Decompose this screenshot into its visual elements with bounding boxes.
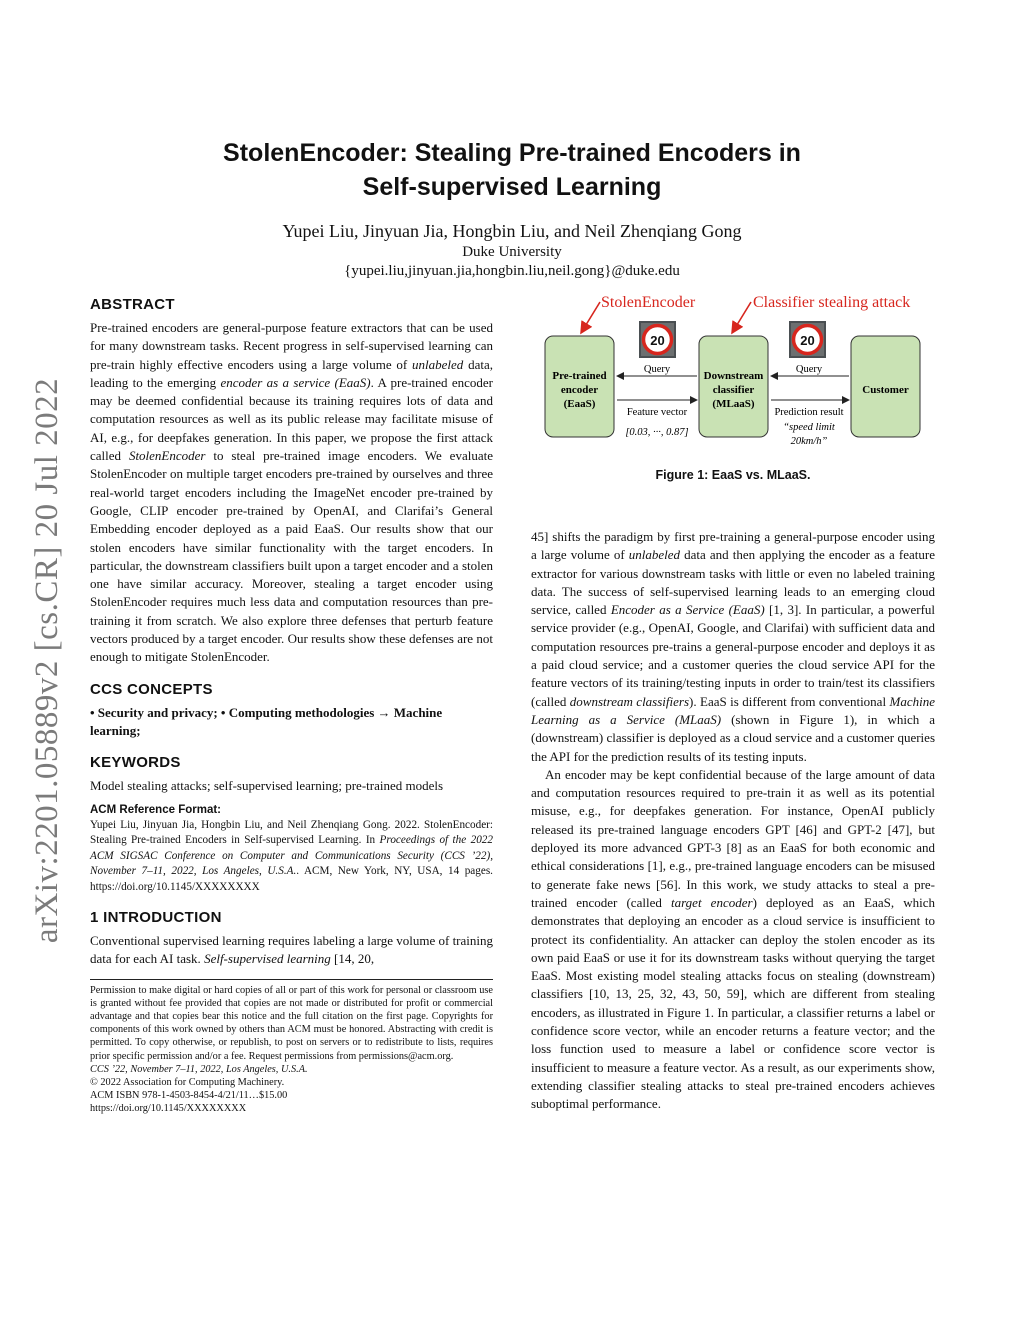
conference-line: CCS ’22, November 7–11, 2022, Los Angeles, U.S.A. <box>90 1063 308 1075</box>
keywords-heading: KEYWORDS <box>90 754 181 772</box>
abstract-heading: ABSTRACT <box>90 296 175 313</box>
speed-limit-image-1 <box>639 321 676 358</box>
query-label-2: Query <box>795 364 823 375</box>
title-line-1: StolenEncoder: Stealing Pre-trained Encoders in <box>223 139 801 167</box>
isbn-line: ACM ISBN 978-1-4503-8454-4/21/11…$15.00 <box>90 1090 288 1102</box>
encoder-box-l3: (EaaS) <box>563 398 596 410</box>
customer-label: Customer <box>862 384 909 396</box>
right-paragraph-1: 45] shifts the paradigm by first pre-training a general-purpose encoder using a large volume of unlabeled data and then applying the encoder as a feature extractor for various downstream tasks with little or even no labeled training data. The success of self-supervised learning leads to an emerging cloud service, called Encoder as a Service (EaaS) [1, 3]. In particular, a powerful service provider (e.g., OpenAI, Google, and Clarifai) with sufficient data and computation resources pre-trains a general-purpose encoder and deploys it as a paid cloud service; and a customer queries the cloud service API for the feature vectors of its training/testing inputs in order to train/test its classifiers (called downstream classifiers). EaaS is different from conventional Machine Learning as a Service (MLaaS) (shown in Figure 1), in which a (downstream) classifier is deployed as a cloud service and a customer queries the API for the prediction results of its testing inputs. <box>531 529 936 764</box>
right-paragraph-2: An encoder may be kept confidential because of the large amount of data and computation resources required to pre-train it as well as its potential misuse, e.g., for deepfakes generation. For instance, OpenAI publicly released its pre-trained language encoders GPT [46] and GPT-2 [47], but deployed its more advanced GPT-3 [8] as an EaaS for both economic and ethical considerations [1], e.g., pre-trained language encoders can be misused to generate fake news [56]. In this work, we study attacks to steal a pre-trained encoder (called target encoder) deployed as an EaaS, which demonstrates that deploying an encoder as a cloud service is insufficient to protect its confidentiality. An attacker can deploy the stolen encoder as its own paid EaaS or use it for its downstream tasks without querying the target EaaS. Most existing model stealing attacks focus on stealing (downstream) classifiers [10, 13, 25, 32, 43, 50, 59], which are different from stealing encoders, as illustrated in Figure 1. In particular, a classifier returns a label or confidence score vector, while an encoder returns a feature vector; and the loss function used to measure a label or confidence score vector is insufficient to measure a feature vector. As a result, as our experiments show, extending classifier stealing attacks to steal pre-trained encoders achieves suboptimal performance. <box>531 766 935 1112</box>
query-label-1: Query <box>643 364 671 375</box>
permission-text: Permission to make digital or hard copies of all or part of this work for personal or classroom use is granted without fee provided that copies are not made or distributed for profit or commercial advantage and that copies bear this notice and the full citation on the first page. Copyrights for components of this work owned by others than ACM must be honored. Abstracting with credit is permitted. To copy otherwise, or republish, to post on servers or to redistribute to lists, requires prior specific permission and/or a fee. Request permissions from permissions@acm.org. <box>90 984 493 1062</box>
feature-vector-values: [0.03, ···, 0.87] <box>625 427 689 438</box>
abstract-text: Pre-trained encoders are general-purpose feature extractors that can be used for many downstream tasks. Recent progress in self-supervised learning can pre-train highly effective encoders using a large volume of unlabeled data, leading to the emerging encoder as a service (EaaS). A pre-trained encoder may be deemed confidential because its training requires lots of data and computation resources as well as its public release may facilitate misuse of AI, e.g., for deepfakes generation. In this paper, we propose the first attack called StolenEncoder to steal pre-trained image encoders. We evaluate StolenEncoder on multiple target encoders pre-trained by ourselves and three real-world target encoders including the ImageNet encoder pre-trained by Google, CLIP encoder pre-trained by OpenAI, and Clarifai’s General Embedding encoder deployed as a paid EaaS. Our results show that our stolen encoders have similar functionality with the target encoders. In particular, the downstream classifiers built upon a target encoder and a stolen one have similar accuracy. Moreover, stealing a target encoder using StolenEncoder requires much less data and computation resources than pre-training it from scratch. We also explore three defenses that perturb feature vectors produced by a target encoder. Our results show these defenses are not enough to mitigate StolenEncoder. <box>90 320 493 665</box>
feature-vector-label: Feature vector <box>626 407 688 418</box>
classifier-arrow <box>732 302 751 333</box>
paper-title <box>150 136 874 204</box>
classifier-box-l1: Downstream <box>703 370 764 382</box>
intro-text: Conventional supervised learning requires labeling a large volume of training data for each AI task. Self-supervised learning [14, 20, <box>90 933 494 967</box>
intro-heading: 1 INTRODUCTION <box>90 909 222 927</box>
acm-reference: Yupei Liu, Jinyuan Jia, Hongbin Liu, and Neil Zhenqiang Gong. 2022. StolenEncoder: Stealing Pre-trained Encoders in Self-supervised Learning. In Proceedings of the 2022 ACM SIGSAC Conference on Computer and Communications Security (CCS ’22), November 7–11, 2022, Los Angeles, U.S.A.. ACM, New York, NY, USA, 14 pages. https://doi.org/10.1145/XXXXXXXX <box>90 818 493 893</box>
prediction-value-1: “speed limit <box>783 422 835 433</box>
doi-line: https://doi.org/10.1145/XXXXXXXX <box>90 1103 247 1115</box>
keywords-text: Model stealing attacks; self-supervised learning; pre-trained models <box>90 778 444 794</box>
author-emails: {yupei.liu,jinyuan.jia,hongbin.liu,neil.gong}@duke.edu <box>344 263 680 279</box>
sign-text-2: 20 <box>800 333 815 348</box>
prediction-label: Prediction result <box>774 407 844 418</box>
authors: Yupei Liu, Jinyuan Jia, Hongbin Liu, and Neil Zhenqiang Gong <box>282 221 742 241</box>
eaas-mlaas-diagram <box>531 288 935 468</box>
figure-caption: Figure 1: EaaS vs. MLaaS. <box>655 468 811 482</box>
classifier-attack-label: Classifier stealing attack <box>753 294 911 311</box>
left-column <box>90 296 493 1116</box>
figure-1 <box>531 288 935 488</box>
affiliation: Duke University <box>462 244 562 260</box>
stolen-arrow <box>581 302 600 333</box>
encoder-box-l2: encoder <box>560 384 599 396</box>
prediction-value-2: 20km/h” <box>790 436 828 447</box>
arxiv-id: arXiv:2201.05889v2 [cs.CR] 20 Jul 2022 <box>29 377 66 943</box>
classifier-box-l2: classifier <box>712 384 755 396</box>
ccs-heading: CCS CONCEPTS <box>90 680 213 698</box>
arxiv-stamp <box>18 360 78 960</box>
encoder-box-l1: Pre-trained <box>552 370 607 382</box>
ccs-concepts: • Security and privacy; • Computing methodologies → Machine learning; <box>90 704 443 738</box>
acm-ref-heading: ACM Reference Format: <box>90 803 221 816</box>
speed-limit-image-2 <box>789 321 826 358</box>
title-line-2: Self-supervised Learning <box>362 173 662 201</box>
sign-text-1: 20 <box>650 333 665 348</box>
classifier-box-l3: (MLaaS) <box>712 398 755 410</box>
right-column <box>531 528 935 1114</box>
permission-block <box>90 984 493 1116</box>
footnote-rule <box>90 979 493 980</box>
stolenencoder-label: StolenEncoder <box>601 294 696 311</box>
copyright-line: © 2022 Association for Computing Machinery. <box>90 1077 285 1089</box>
